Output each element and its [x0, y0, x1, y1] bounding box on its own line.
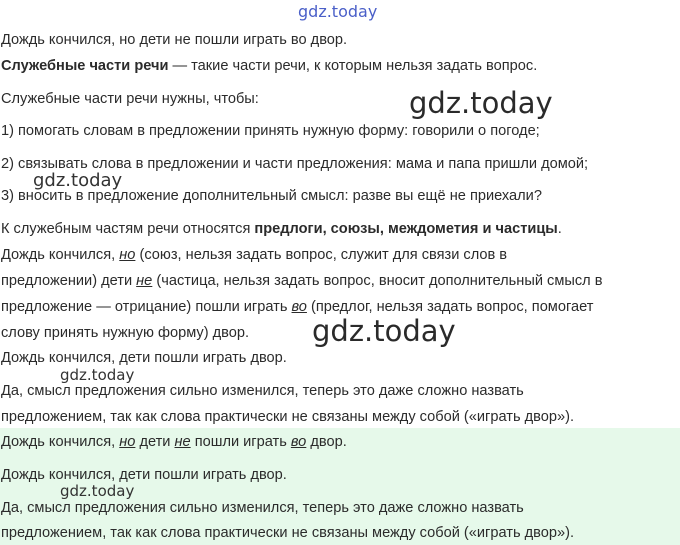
text-part: Дождь кончился, — [1, 247, 120, 263]
modified-sentence: Дождь кончился, дети пошли играть двор. — [1, 350, 287, 366]
underlined-word-no: но — [119, 434, 136, 450]
purpose-intro: Служебные части речи нужны, чтобы: — [1, 91, 259, 107]
text-part: предложении) дети — [1, 273, 137, 289]
underlined-word-vo: во — [290, 434, 307, 450]
analysis-line-2 — [1, 271, 602, 291]
underlined-word-vo: во — [291, 299, 307, 315]
analysis-line-3 — [1, 297, 593, 317]
text-part: двор. — [306, 434, 347, 450]
classification-line — [1, 219, 562, 239]
text-part: предложение — отрицание) пошли играть — [1, 299, 292, 315]
watermark-5: gdz.today — [60, 482, 135, 500]
purpose-item-2: 2) связывать слова в предложении и части предложения: мама и папа пришли домой; — [1, 156, 589, 172]
classification-end: . — [557, 221, 562, 237]
watermark-2: gdz.today — [33, 170, 123, 191]
text-part: Дождь кончился, — [1, 434, 120, 450]
definition-line — [1, 56, 537, 76]
text-part: (частица, нельзя задать вопрос, вносит дополнительный смысл в — [152, 273, 603, 289]
text-part: пошли играть — [190, 434, 291, 450]
text-part: дети — [135, 434, 175, 450]
conclusion-line-1: Да, смысл предложения сильно изменился, теперь это даже сложно назвать — [1, 383, 524, 399]
underlined-word-ne: не — [174, 434, 191, 450]
purpose-item-3: 3) вносить в предложение дополнительный смысл: разве вы ещё не приехали? — [1, 188, 542, 204]
watermark-3: gdz.today — [312, 314, 456, 348]
purpose-item-1: 1) помогать словам в предложении принять нужную форму: говорили о погоде; — [1, 123, 540, 139]
watermark-1: gdz.today — [409, 86, 553, 120]
conclusion-line-2: предложением, так как слова практически не связаны между собой («играть двор»). — [1, 409, 575, 425]
underlined-word-no: но — [119, 247, 136, 263]
answer-conclusion-line-2: предложением, так как слова практически не связаны между собой («играть двор»). — [1, 525, 575, 541]
watermark-top: gdz.today — [298, 2, 378, 21]
classification-bold: предлоги, союзы, междометия и частицы — [254, 221, 558, 237]
answer-sentence — [1, 432, 347, 452]
definition-text: — такие части речи, к которым нельзя задать вопрос. — [168, 58, 538, 74]
analysis-line-1 — [1, 245, 507, 265]
classification-text: К служебным частям речи относятся — [1, 221, 255, 237]
example-sentence: Дождь кончился, но дети не пошли играть во двор. — [1, 32, 348, 48]
text-part: (союз, нельзя задать вопрос, служит для связи слов в — [135, 247, 508, 263]
answer-conclusion-line-1: Да, смысл предложения сильно изменился, теперь это даже сложно назвать — [1, 500, 524, 516]
term-bold: Служебные части речи — [1, 58, 169, 74]
underlined-word-ne: не — [136, 273, 153, 289]
watermark-4: gdz.today — [60, 366, 135, 384]
answer-modified-sentence: Дождь кончился, дети пошли играть двор. — [1, 467, 287, 483]
analysis-line-4: слову принять нужную форму) двор. — [1, 325, 250, 341]
text-part: (предлог, нельзя задать вопрос, помогает — [306, 299, 594, 315]
